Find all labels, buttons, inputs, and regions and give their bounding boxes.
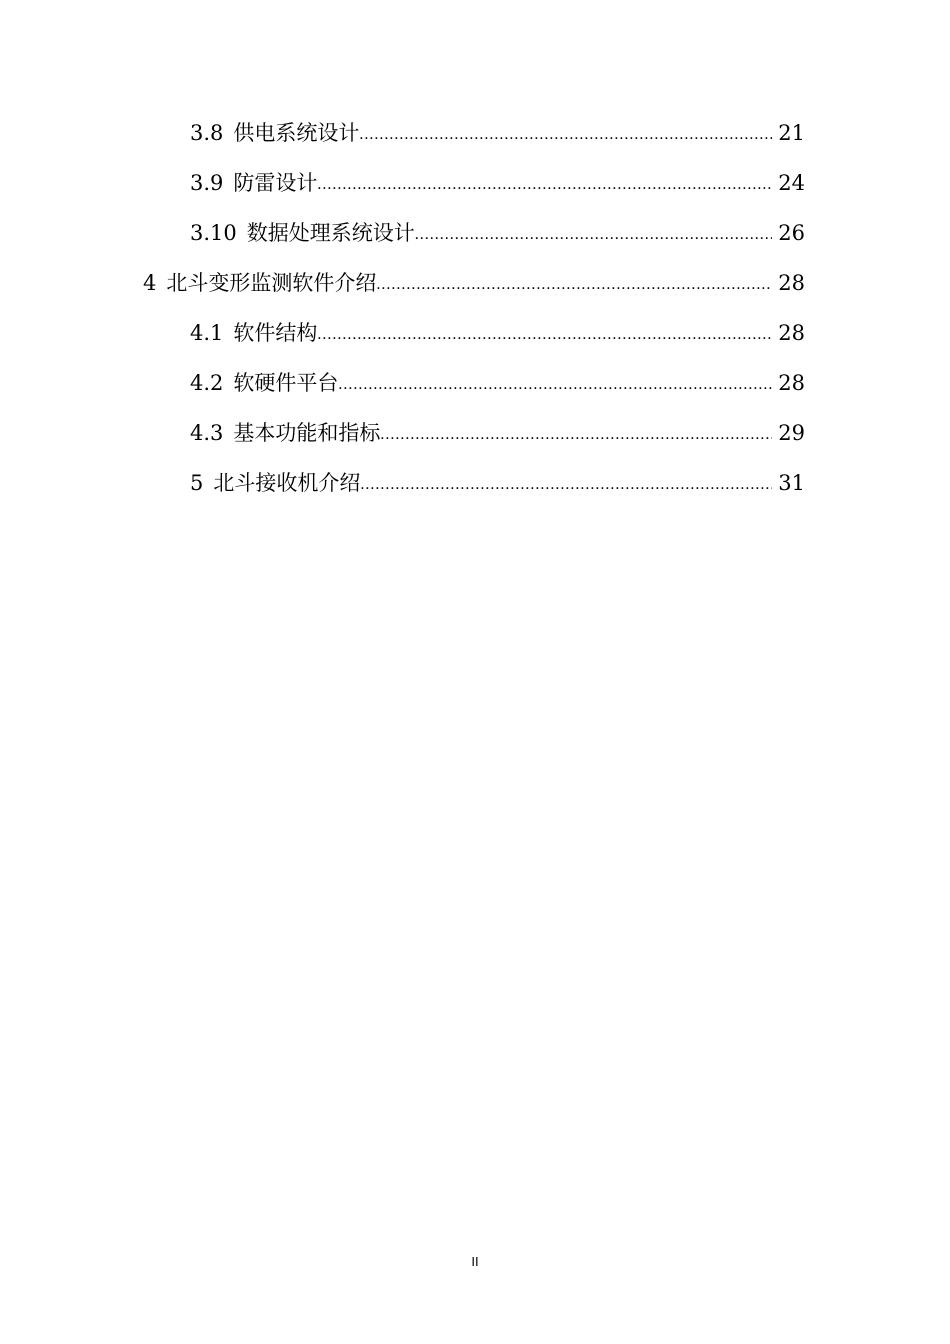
toc-title: 防雷设计 xyxy=(233,171,318,195)
toc-entry-3-9[interactable] xyxy=(190,168,805,198)
toc-number: 4.3 xyxy=(190,421,224,445)
toc-leader-dots xyxy=(317,322,772,348)
toc-number: 4.1 xyxy=(190,321,224,345)
toc-entry-4-3[interactable] xyxy=(190,418,805,448)
toc-page-number: 21 xyxy=(778,121,805,145)
toc-leader-dots xyxy=(360,472,772,498)
toc-title: 北斗变形监测软件介绍 xyxy=(166,271,377,295)
toc-entry-4-1[interactable] xyxy=(190,318,805,348)
toc-title: 软件结构 xyxy=(233,321,318,345)
toc-page-number: 28 xyxy=(778,321,805,345)
toc-number: 4 xyxy=(143,271,157,295)
toc-page-number: 24 xyxy=(778,171,805,195)
toc-title: 数据处理系统设计 xyxy=(246,221,415,245)
toc-number: 5 xyxy=(190,471,204,495)
toc-leader-dots xyxy=(338,372,772,398)
toc-leader-dots xyxy=(317,172,772,198)
toc-page-number: 28 xyxy=(778,271,805,295)
toc-leader-dots xyxy=(380,422,772,448)
toc-title: 供电系统设计 xyxy=(233,121,360,145)
toc-leader-dots xyxy=(359,122,772,148)
toc-page-number: 29 xyxy=(778,421,805,445)
toc-page-number: 26 xyxy=(778,221,805,245)
toc-title: 北斗接收机介绍 xyxy=(213,471,361,495)
toc-page-number: 28 xyxy=(778,371,805,395)
toc-leader-dots xyxy=(415,222,773,248)
toc-entry-3-10[interactable] xyxy=(190,218,805,248)
toc-number: 3.8 xyxy=(190,121,224,145)
toc-title: 软硬件平台 xyxy=(233,371,339,395)
toc-number: 4.2 xyxy=(190,371,224,395)
toc-number: 3.9 xyxy=(190,171,224,195)
toc-number: 3.10 xyxy=(190,221,237,245)
toc-page-number: 31 xyxy=(778,471,805,495)
toc-entry-4-2[interactable] xyxy=(190,368,805,398)
page-footer-number: II xyxy=(471,1254,479,1269)
toc-entry-3-8[interactable] xyxy=(190,118,805,148)
toc-entry-5[interactable] xyxy=(190,468,805,498)
toc-title: 基本功能和指标 xyxy=(233,421,381,445)
toc-leader-dots xyxy=(376,272,772,298)
toc-entry-4[interactable] xyxy=(143,268,805,298)
